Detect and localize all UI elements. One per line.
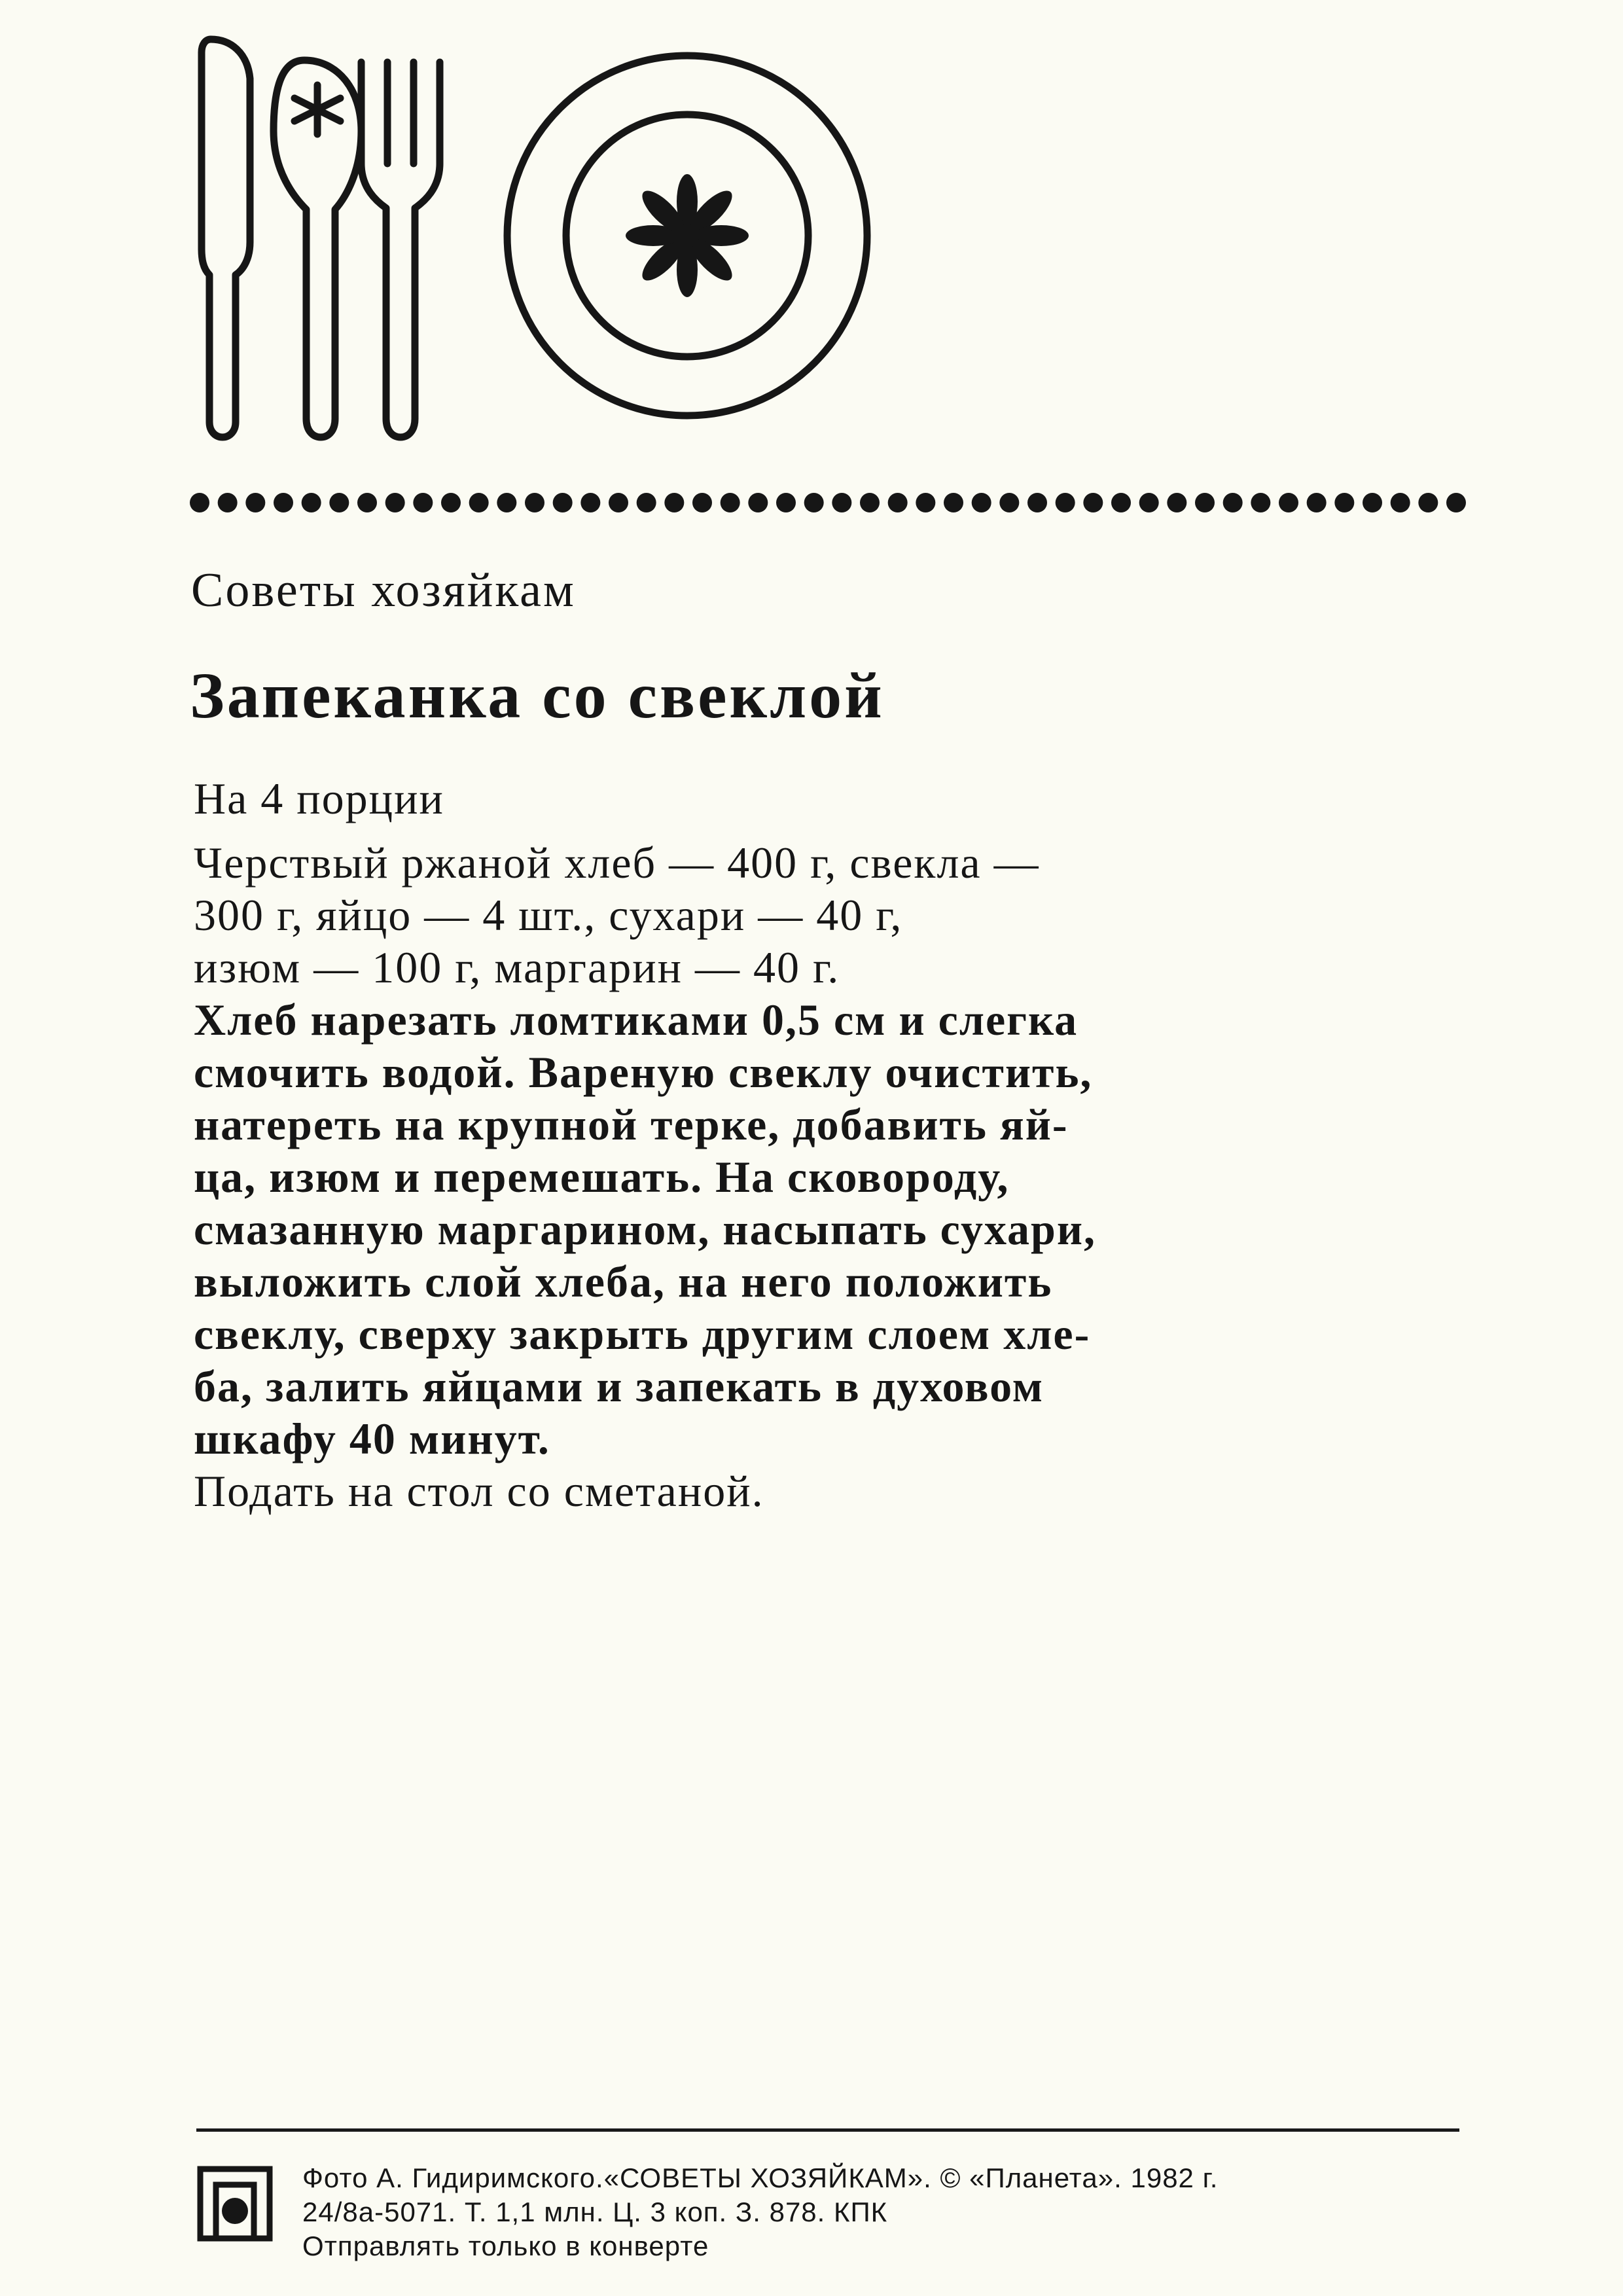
divider-dot xyxy=(329,493,349,512)
dotted-divider xyxy=(190,483,1466,522)
fork-icon xyxy=(361,62,440,437)
divider-dot xyxy=(944,493,963,512)
divider-dot xyxy=(385,493,405,512)
method-line: ца, изюм и перемешать. На сковороду, xyxy=(194,1152,1010,1202)
method-line: выложить слой хлеба, на него положить xyxy=(194,1257,1053,1306)
divider-dot xyxy=(1446,493,1466,512)
divider-dot xyxy=(804,493,824,512)
method-line: шкафу 40 минут. xyxy=(194,1414,550,1463)
divider-dot xyxy=(1223,493,1243,512)
method-line: смазанную маргарином, насыпать сухари, xyxy=(194,1204,1097,1254)
divider-dot xyxy=(692,493,712,512)
divider-dot xyxy=(190,493,209,512)
ingredients xyxy=(194,836,1293,994)
divider-dot xyxy=(916,493,935,512)
recipe-body xyxy=(194,772,1293,1517)
divider-dot xyxy=(1307,493,1327,512)
divider-dot xyxy=(609,493,628,512)
divider-dot xyxy=(832,493,851,512)
divider-dot xyxy=(860,493,880,512)
divider-dot xyxy=(637,493,656,512)
divider-dot xyxy=(1167,493,1186,512)
divider-dot xyxy=(1418,493,1438,512)
asterisk-icon xyxy=(294,85,340,134)
ingredient-line: изюм — 100 г, маргарин — 40 г. xyxy=(194,942,840,992)
divider-dot xyxy=(1363,493,1382,512)
knife-icon xyxy=(202,39,250,437)
divider-dot xyxy=(218,493,238,512)
divider-dot xyxy=(1111,493,1131,512)
divider-dot xyxy=(553,493,573,512)
imprint-line: Отправлять только в конверте xyxy=(302,2231,709,2261)
portions: На 4 порции xyxy=(194,774,444,823)
divider-dot xyxy=(1056,493,1075,512)
divider-dot xyxy=(357,493,377,512)
method-line: свеклу, сверху закрыть другим слоем хле- xyxy=(194,1309,1091,1359)
imprint xyxy=(302,2161,1218,2263)
divider-dot xyxy=(1083,493,1103,512)
divider-dot xyxy=(664,493,684,512)
serving-note: Подать на стол со сметаной. xyxy=(194,1466,764,1516)
divider-dot xyxy=(721,493,740,512)
divider-dot xyxy=(1139,493,1159,512)
divider-dot xyxy=(245,493,265,512)
method-line: смочить водой. Вареную свеклу очистить, xyxy=(194,1047,1093,1097)
imprint-line: 24/8а-5071. Т. 1,1 млн. Ц. 3 коп. З. 878. КПК xyxy=(302,2197,888,2227)
tableware-illustration xyxy=(190,26,923,458)
ingredient-line: Черствый ржаной хлеб — 400 г, свекла — xyxy=(194,838,1040,888)
publisher-logo-icon xyxy=(196,2165,274,2242)
divider-dot xyxy=(999,493,1019,512)
recipe-title: Запеканка со свеклой xyxy=(190,659,885,732)
flower-icon xyxy=(626,174,749,297)
divider-dot xyxy=(525,493,544,512)
method xyxy=(194,994,1293,1465)
divider-dot xyxy=(274,493,293,512)
divider-dot xyxy=(1027,493,1047,512)
divider-dot xyxy=(1391,493,1410,512)
divider-dot xyxy=(748,493,768,512)
imprint-line: Фото А. Гидиримского.«СОВЕТЫ ХОЗЯЙКАМ». © «Планета». 1982 г. xyxy=(302,2162,1219,2193)
divider-dot xyxy=(776,493,796,512)
footer-rule xyxy=(196,2128,1459,2132)
divider-dot xyxy=(1334,493,1354,512)
divider-dot xyxy=(302,493,321,512)
ingredient-line: 300 г, яйцо — 4 шт., сухари — 40 г, xyxy=(194,890,903,940)
divider-dot xyxy=(469,493,489,512)
divider-dot xyxy=(1279,493,1298,512)
divider-dot xyxy=(441,493,461,512)
divider-dot xyxy=(1251,493,1270,512)
method-line: ба, залить яйцами и запекать в духовом xyxy=(194,1361,1044,1411)
divider-dot xyxy=(580,493,600,512)
divider-dot xyxy=(888,493,908,512)
divider-dot xyxy=(413,493,433,512)
divider-dot xyxy=(497,493,516,512)
divider-dot xyxy=(1195,493,1215,512)
divider-dot xyxy=(972,493,991,512)
method-line: Хлеб нарезать ломтиками 0,5 см и слегка xyxy=(194,995,1079,1045)
method-line: натереть на крупной терке, добавить яй- xyxy=(194,1100,1069,1149)
series-title: Советы хозяйкам xyxy=(191,564,576,617)
